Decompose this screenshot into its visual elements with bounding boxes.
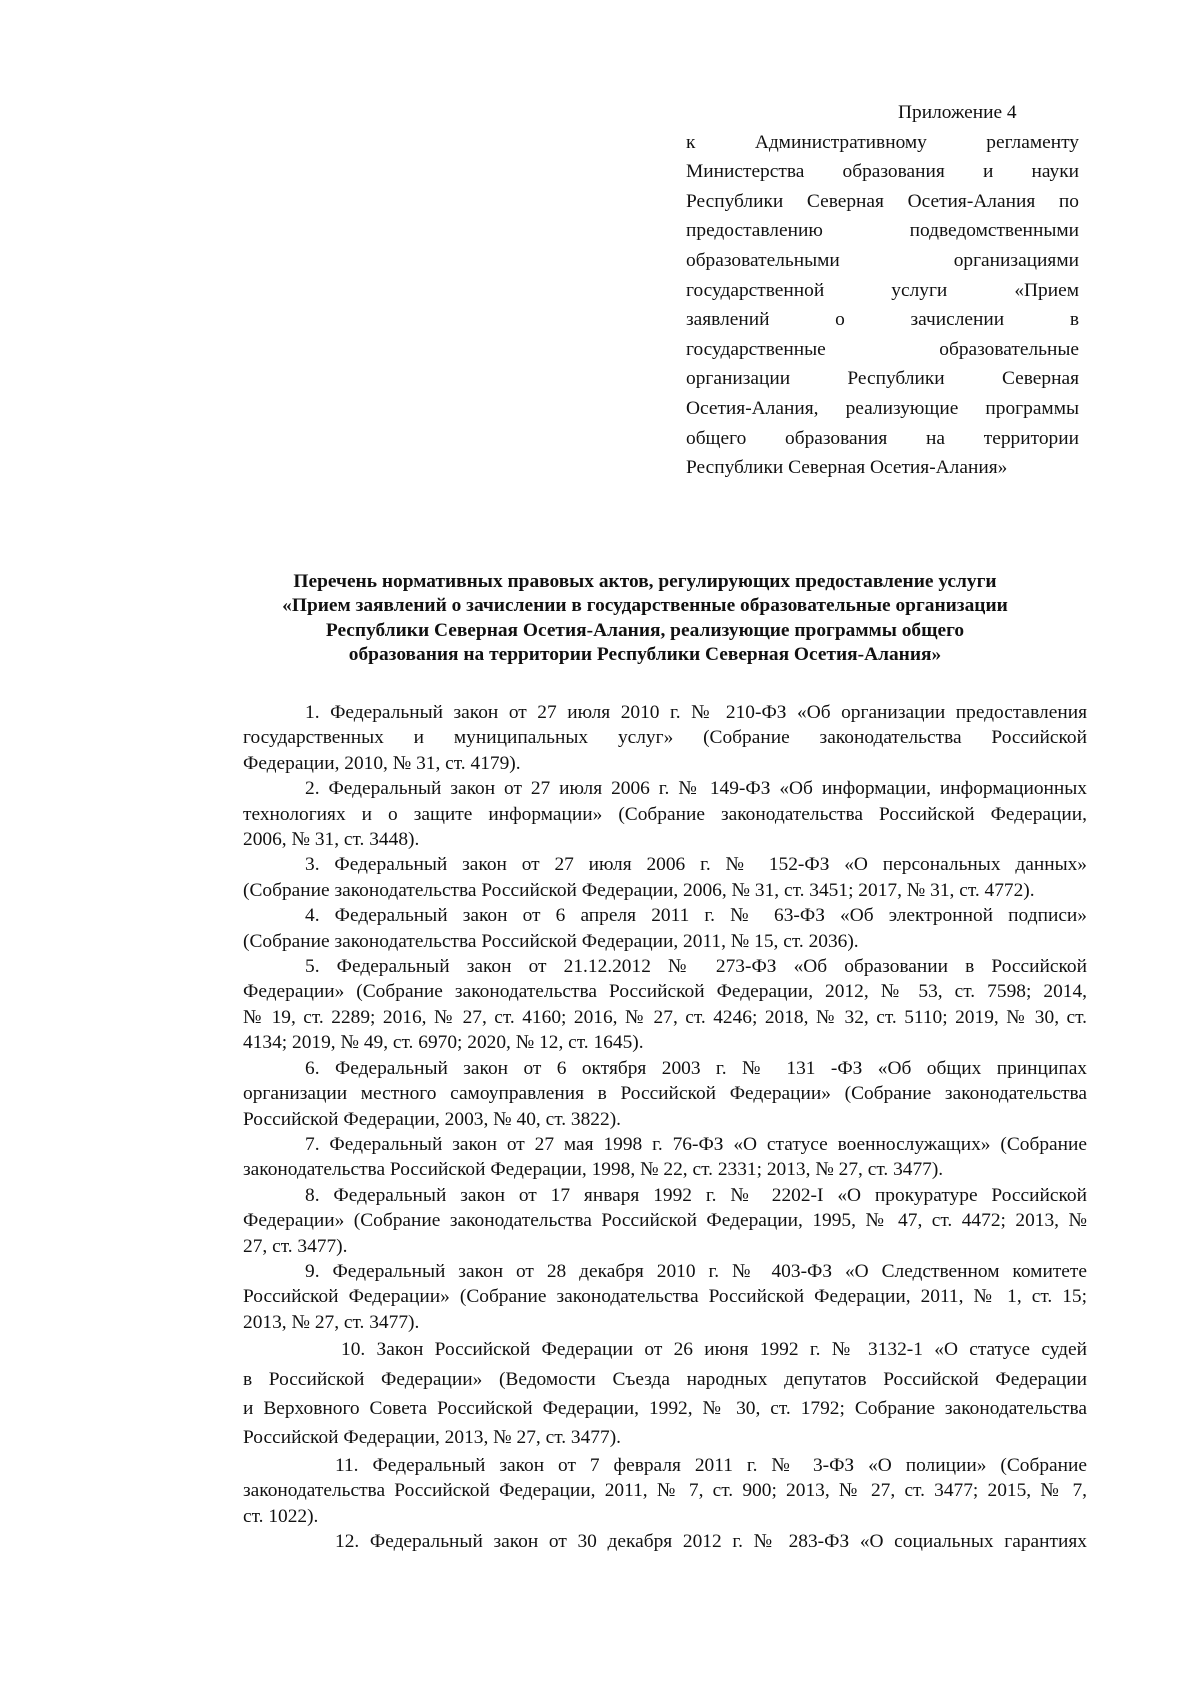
heading-line: «Прием заявлений о зачислении в государственные образовательные организации	[282, 595, 1008, 617]
item-line: Российской Федерации, 2013, № 27, ст. 3477).	[243, 1427, 621, 1449]
item-line: 12. Федеральный закон от 30 декабря 2012 г. № 283-ФЗ «О социальных гарантиях	[335, 1531, 1087, 1552]
item-line: 9. Федеральный закон от 28 декабря 2010 г. № 403-ФЗ «О Следственном комитете	[305, 1260, 1087, 1282]
appendix-line: к Административному регламенту	[686, 131, 1079, 153]
heading-line: Республики Северная Осетия-Алания, реализующие программы общего	[325, 619, 965, 641]
item-line: 5. Федеральный закон от 21.12.2012 № 273-ФЗ «Об образовании в Российской	[305, 956, 1087, 978]
item-line: ст. 1022).	[243, 1505, 319, 1527]
item-line: Федерации» (Собрание законодательства Российской Федерации, 2012, № 53, ст. 7598; 2014,	[243, 981, 1087, 1003]
appendix-line: Министерства образования и науки	[686, 161, 1079, 183]
item-line: в Российской Федерации» (Ведомости Съезда народных депутатов Российской Федерации	[243, 1368, 1087, 1390]
item-line: 10. Закон Российской Федерации от 26 июня 1992 г. № 3132-1 «О статусе судей	[341, 1339, 1087, 1361]
item-line: 1. Федеральный закон от 27 июля 2010 г. № 210-ФЗ «Об организации предоставления	[305, 702, 1087, 723]
appendix-line: Осетия-Алания, реализующие программы	[686, 397, 1079, 419]
appendix-line: Республики Северная Осетия-Алания»	[686, 457, 1008, 479]
appendix-title: Приложение 4	[898, 102, 1017, 123]
appendix-line: Республики Северная Осетия-Алания по	[686, 190, 1079, 212]
item-line: 7. Федеральный закон от 27 мая 1998 г. 76-ФЗ «О статусе военнослужащих» (Собрание	[305, 1133, 1087, 1155]
list-item	[181, 1335, 1087, 1453]
item-line: 4. Федеральный закон от 6 апреля 2011 г. № 63-ФЗ «Об электронной подписи»	[305, 905, 1087, 927]
item-line: законодательства Российской Федерации, 2011, № 7, ст. 900; 2013, № 27, ст. 3477; 2015, № 7,	[243, 1480, 1087, 1502]
appendix-line: государственные образовательные	[686, 338, 1079, 360]
item-line: государственных и муниципальных услуг» (Собрание законодательства Российской	[243, 727, 1087, 749]
document-heading	[200, 570, 1090, 667]
list-item	[181, 700, 1087, 776]
item-line: и Верховного Совета Российской Федерации, 1992, № 30, ст. 1792; Собрание законодательства	[243, 1397, 1087, 1419]
list-item	[181, 1529, 1087, 1554]
item-line: Российской Федерации, 2003, № 40, ст. 3822).	[243, 1108, 621, 1130]
list-item	[181, 903, 1087, 954]
item-line: 4134; 2019, № 49, ст. 6970; 2020, № 12, ст. 1645).	[243, 1032, 644, 1054]
item-line: 2. Федеральный закон от 27 июля 2006 г. № 149-ФЗ «Об информации, информационных	[305, 778, 1087, 800]
item-line: Федерации» (Собрание законодательства Российской Федерации, 1995, № 47, ст. 4472; 2013, №	[243, 1210, 1087, 1232]
list-item	[181, 954, 1087, 1056]
appendix-header	[686, 98, 1079, 483]
item-line: (Собрание законодательства Российской Федерации, 2006, № 31, ст. 3451; 2017, № 31, ст. 4772).	[243, 879, 1035, 901]
list-item	[181, 1132, 1087, 1183]
heading-line: образования на территории Республики Северная Осетия-Алания»	[348, 643, 942, 665]
item-line: 8. Федеральный закон от 17 января 1992 г. № 2202-I «О прокуратуре Российской	[305, 1184, 1087, 1206]
list-item	[181, 1453, 1087, 1529]
acts-list	[181, 700, 1087, 1554]
list-item	[181, 1259, 1087, 1335]
list-item	[181, 1183, 1087, 1259]
list-item	[181, 1056, 1087, 1132]
item-line: (Собрание законодательства Российской Федерации, 2011, № 15, ст. 2036).	[243, 930, 859, 952]
list-item	[181, 776, 1087, 852]
appendix-line: образовательными организациями	[686, 249, 1079, 271]
item-line: 3. Федеральный закон от 27 июля 2006 г. № 152-ФЗ «О персональных данных»	[305, 854, 1087, 876]
item-line: организации местного самоуправления в Российской Федерации» (Собрание законодательства	[243, 1083, 1087, 1105]
item-line: 2013, № 27, ст. 3477).	[243, 1311, 420, 1333]
appendix-line: предоставлению подведомственными	[686, 220, 1079, 242]
item-line: № 19, ст. 2289; 2016, № 27, ст. 4160; 2016, № 27, ст. 4246; 2018, № 32, ст. 5110; 2019, № 30, ст.	[243, 1006, 1087, 1028]
item-line: 6. Федеральный закон от 6 октября 2003 г. № 131 -ФЗ «Об общих принципах	[305, 1057, 1087, 1079]
list-item	[181, 852, 1087, 903]
appendix-line: общего образования на территории	[686, 427, 1079, 449]
item-line: законодательства Российской Федерации, 1998, № 22, ст. 2331; 2013, № 27, ст. 3477).	[243, 1159, 944, 1181]
item-line: 27, ст. 3477).	[243, 1235, 348, 1257]
appendix-line: заявлений о зачислении в	[686, 309, 1079, 331]
appendix-line: государственной услуги «Прием	[686, 279, 1079, 301]
item-line: 2006, № 31, ст. 3448).	[243, 829, 420, 851]
item-line: Федерации, 2010, № 31, ст. 4179).	[243, 752, 521, 774]
item-line: Российской Федерации» (Собрание законодательства Российской Федерации, 2011, № 1, ст. 15;	[243, 1286, 1087, 1308]
item-line: 11. Федеральный закон от 7 февраля 2011 г. № 3-ФЗ «О полиции» (Собрание	[335, 1454, 1087, 1476]
heading-line: Перечень нормативных правовых актов, регулирующих предоставление услуги	[293, 571, 997, 592]
item-line: технологиях и о защите информации» (Собрание законодательства Российской Федерации,	[243, 803, 1087, 825]
appendix-line: организации Республики Северная	[686, 368, 1079, 390]
